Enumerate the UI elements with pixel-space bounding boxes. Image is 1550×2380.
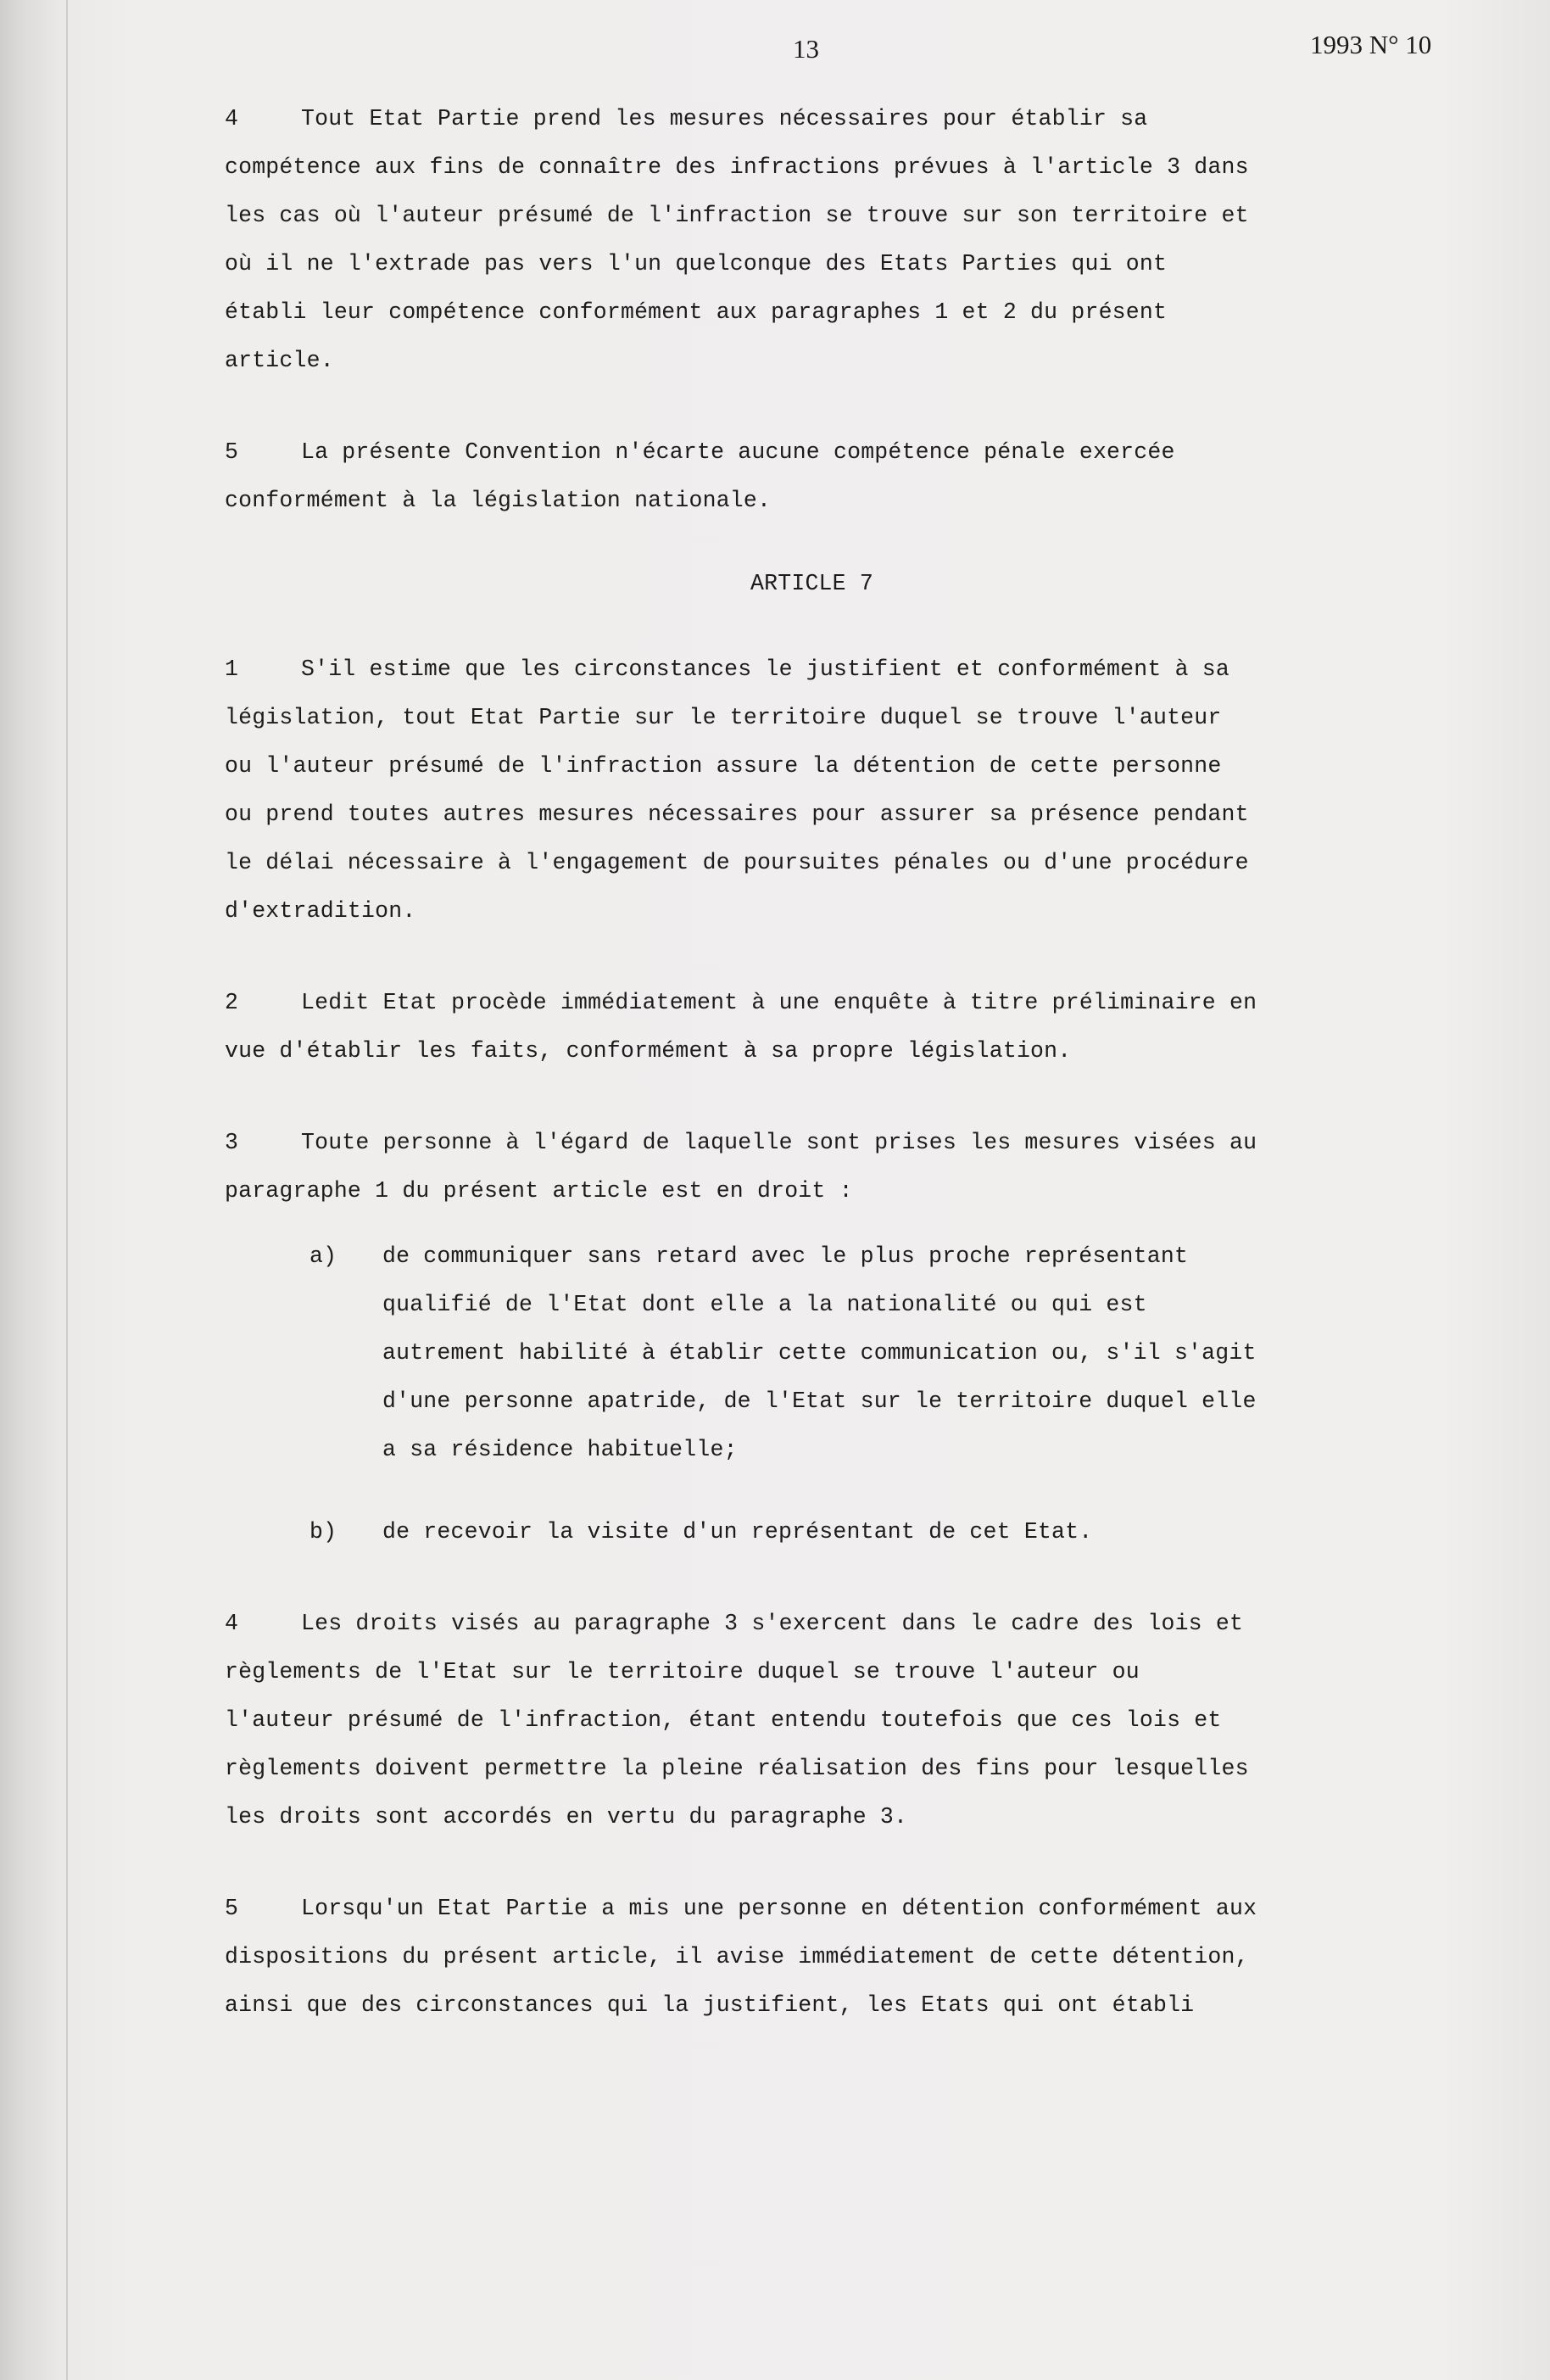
list-item-b <box>309 1508 1344 1556</box>
document-reference: 1993 N° 10 <box>1310 30 1432 59</box>
article-7-paragraph-4 <box>225 1600 1344 1841</box>
document-body <box>225 95 1344 2073</box>
text-line: établi leur compétence conformément aux paragraphes 1 et 2 du présent <box>225 299 1168 325</box>
text-line: Tout Etat Partie prend les mesures nécessaires pour établir sa <box>301 106 1148 131</box>
text-line: dispositions du présent article, il avise immédiatement de cette détention, <box>225 1944 1249 1969</box>
text-line: conformément à la législation nationale. <box>225 488 772 513</box>
text-line: où il ne l'extrade pas vers l'un quelconque des Etats Parties qui ont <box>225 251 1168 277</box>
binding-edge <box>66 0 68 2380</box>
text-line: l'auteur présumé de l'infraction, étant entendu toutefois que ces lois et <box>225 1707 1222 1733</box>
article-7-paragraph-3 <box>225 1119 1344 1215</box>
text-line: les cas où l'auteur présumé de l'infraction se trouve sur son territoire et <box>225 203 1249 228</box>
paragraph-number: 4 <box>225 1611 239 1636</box>
item-letter: a) <box>309 1243 337 1269</box>
paragraph-4-previous <box>225 95 1344 385</box>
page-binding-shadow <box>0 0 59 2380</box>
text-line: d'une personne apatride, de l'Etat sur le territoire duquel elle <box>382 1388 1257 1414</box>
article-7-paragraph-5 <box>225 1885 1344 2030</box>
text-line: Lorsqu'un Etat Partie a mis une personne en détention conformément aux <box>301 1896 1257 1921</box>
article-7-paragraph-1 <box>225 645 1344 936</box>
text-line: d'extradition. <box>225 898 416 924</box>
text-line: de communiquer sans retard avec le plus proche représentant <box>382 1243 1189 1269</box>
paragraph-number: 2 <box>225 990 239 1015</box>
text-line: les droits sont accordés en vertu du paragraphe 3. <box>225 1804 908 1830</box>
text-line: législation, tout Etat Partie sur le territoire duquel se trouve l'auteur <box>225 705 1222 730</box>
paragraph-number: 4 <box>225 106 239 131</box>
text-line: Toute personne à l'égard de laquelle sont prises les mesures visées au <box>301 1130 1257 1155</box>
text-line: de recevoir la visite d'un représentant de cet Etat. <box>382 1519 1093 1545</box>
text-line: qualifié de l'Etat dont elle a la nationalité ou qui est <box>382 1292 1147 1317</box>
list-item-a <box>309 1232 1344 1474</box>
paragraph-number: 3 <box>225 1130 239 1155</box>
page-header <box>0 25 1550 76</box>
paragraph-number: 5 <box>225 1896 239 1921</box>
paragraph-5-previous <box>225 428 1344 525</box>
text-line: Ledit Etat procède immédiatement à une enquête à titre préliminaire en <box>301 990 1257 1015</box>
item-letter: b) <box>309 1519 337 1545</box>
text-line: ainsi que des circonstances qui la justifient, les Etats qui ont établi <box>225 1992 1195 2018</box>
text-line: le délai nécessaire à l'engagement de poursuites pénales ou d'une procédure <box>225 850 1249 875</box>
text-line: a sa résidence habituelle; <box>382 1437 738 1462</box>
text-line: règlements de l'Etat sur le territoire duquel se trouve l'auteur ou <box>225 1659 1140 1684</box>
text-line: ou l'auteur présumé de l'infraction assure la détention de cette personne <box>225 753 1222 779</box>
text-line: autrement habilité à établir cette communication ou, s'il s'agit <box>382 1340 1257 1366</box>
text-line: ou prend toutes autres mesures nécessaires pour assurer sa présence pendant <box>225 802 1249 827</box>
text-line: Les droits visés au paragraphe 3 s'exercent dans le cadre des lois et <box>301 1611 1244 1636</box>
text-line: règlements doivent permettre la pleine réalisation des fins pour lesquelles <box>225 1756 1249 1781</box>
text-line: compétence aux fins de connaître des infractions prévues à l'article 3 dans <box>225 154 1249 180</box>
article-7-paragraph-2 <box>225 979 1344 1075</box>
page-number: 13 <box>793 34 819 64</box>
text-line: S'il estime que les circonstances le justifient et conformément à sa <box>301 656 1229 682</box>
text-line: vue d'établir les faits, conformément à sa propre législation. <box>225 1038 1072 1064</box>
paragraph-number: 1 <box>225 656 239 682</box>
text-line: La présente Convention n'écarte aucune compétence pénale exercée <box>301 439 1175 465</box>
text-line: paragraphe 1 du présent article est en droit : <box>225 1178 853 1204</box>
text-line: article. <box>225 348 334 373</box>
article-heading: ARTICLE 7 <box>750 571 873 596</box>
paragraph-number: 5 <box>225 439 239 465</box>
